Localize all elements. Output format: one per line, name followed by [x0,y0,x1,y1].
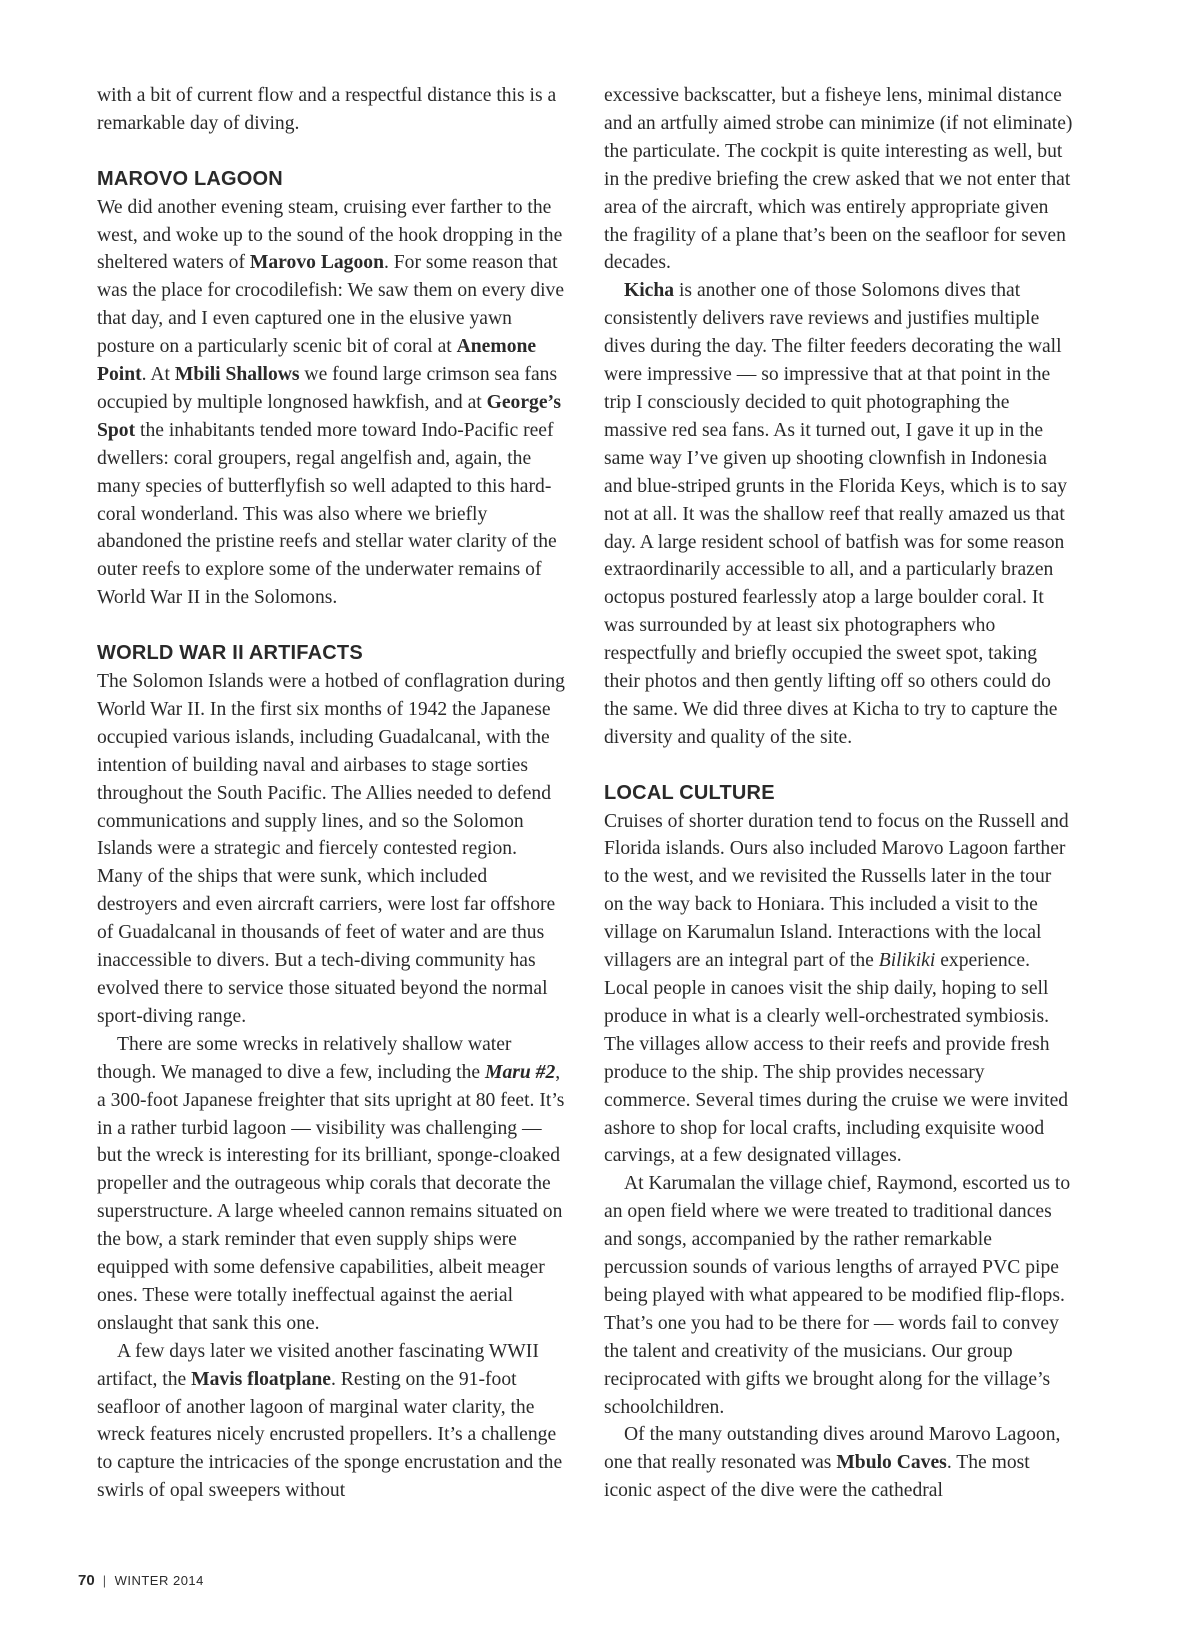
issue-label: WINTER 2014 [114,1573,204,1588]
paragraph: Of the many outstanding dives around Marovo Lagoon, one that really resonated was Mbulo Caves. The most iconic aspect of the dive were the cathedral [604,1424,1061,1502]
paragraph: with a bit of current flow and a respectful distance this is a remarkable day of diving. [97,85,557,134]
heading-ww2-artifacts: WORLD WAR II ARTIFACTS [97,642,363,665]
left-column [97,82,567,1505]
paragraph: Cruises of shorter duration tend to focus on the Russell and Florida islands. Ours also included Marovo Lagoon farther to the west, and we revisited the Russells later in the tour on the way back to Honiara. This included a visit to the village on Karumalun Island. Interactions with the local villagers are an integral part of the Bilikiki experience. Local people in canoes visit the ship daily, hoping to sell produce in what is a clearly well-orchestrated symbiosis. The villages allow access to their reefs and provide fresh produce to the ship. The ship provides necessary commerce. Several times during the cruise we were invited ashore to shop for local crafts, including exquisite wood carvings, at a few designated villages. [604,810,1069,1167]
paragraph: There are some wrecks in relatively shallow water though. We managed to dive a few, including the Maru #2, a 300-foot Japanese freighter that sits upright at 80 feet. It’s in a rather turbid lagoon — visibility was challenging — but the wreck is interesting for its brilliant, sponge-cloaked propeller and the outrageous whip corals that decorate the superstructure. A large wheeled cannon remains situated on the bow, a stark reminder that even supply ships were equipped with some defensive capabilities, albeit meager ones. These were totally ineffectual against the aerial onslaught that sank this one. [97,1033,565,1334]
heading-local-culture: LOCAL CULTURE [604,781,775,804]
paragraph: A few days later we visited another fascinating WWII artifact, the Mavis floatplane. Resting on the 91-foot seafloor of another lagoon of marginal water clarity, the wreck features nicely encrusted propellers. It’s a challenge to capture the intricacies of the sponge encrustation and the swirls of opal sweepers without [97,1340,563,1502]
place-name: Marovo Lagoon [249,252,384,274]
place-name: Kicha [624,280,675,302]
paragraph: At Karumalan the village chief, Raymond, escorted us to an open field where we were treated to traditional dances and songs, accompanied by the rather remarkable percussion sounds of various lengths of arrayed PVC pipe being played with what appeared to be modified flip-flops. That’s one you had to be there for — words fail to convey the talent and creativity of the musicians. Our group reciprocated with gifts we brought along for the village’s schoolchildren. [604,1173,1071,1418]
ship-name: Bilikiki [878,950,936,972]
footer-separator: | [102,1573,107,1588]
page-footer [78,1572,204,1589]
paragraph: The Solomon Islands were a hotbed of conflagration during World War II. In the first six months of 1942 the Japanese occupied various islands, including Guadalcanal, with the intention of building naval and airbases to stage sorties throughout the South Pacific. The Allies needed to defend communications and supply lines, and so the Solomon Islands were a strategic and fiercely contested region. Many of the ships that were sunk, which included destroyers and even aircraft carriers, were lost far offshore of Guadalcanal in thousands of feet of water and are thus inaccessible to divers. But a tech-diving community has evolved there to service those situated beyond the normal sport-diving range. [97,671,565,1027]
page-number: 70 [78,1572,95,1589]
paragraph: Kicha is another one of those Solomons dives that consistently delivers rave reviews and justifies multiple dives during the day. The filter feeders decorating the wall were impressive — so impressive that at that point in the trip I consciously decided to quit photographing the massive red sea fans. As it turned out, I gave it up in the same way I’ve given up shooting clownfish in Indonesia and blue-striped grunts in the Florida Keys, which is to say not at all. It was the shallow reef that really amazed us that day. A large resident school of batfish was for some reason extraordinarily accessible to all, and a particularly brazen octopus postured fearlessly atop a large boulder coral. It was surrounded by at least six photographers who respectfully and briefly occupied the sweet spot, taking their photos and then gently lifting off so others could do the same. We did three dives at Kicha to try to capture the diversity and quality of the site. [604,280,1068,748]
paragraph: We did another evening steam, cruising ever farther to the west, and woke up to the sound of the hook dropping in the sheltered waters of Marovo Lagoon. For some reason that was the place for crocodilefish: We saw them on every dive that day, and I even captured one in the elusive yawn posture on a particularly scenic bit of coral at Anemone Point. At Mbili Shallows we found large crimson sea fans occupied by multiple longnosed hawkfish, and at George’s Spot the inhabitants tended more toward Indo-Pacific reef dwellers: coral groupers, regal angelfish and, again, the many species of butterflyfish so well adapted to this hard-coral wonderland. This was also where we briefly abandoned the pristine reefs and stellar water clarity of the outer reefs to explore some of the underwater remains of World War II in the Solomons. [97,196,565,609]
paragraph: excessive backscatter, but a fisheye lens, minimal distance and an artfully aimed strobe can minimize (if not eliminate) the particulate. The cockpit is quite interesting as well, but in the predive briefing the crew asked that we not enter that area of the aircraft, which was entirely appropriate given the fragility of a plane that’s been on the seafloor for seven decades. [604,85,1073,274]
heading-marovo-lagoon: MAROVO LAGOON [97,167,283,190]
place-name: George’s Spot [97,391,561,441]
wreck-name: Maru #2 [485,1061,556,1083]
place-name: Mbili Shallows [174,364,300,386]
place-name: Mbulo Caves [836,1452,947,1474]
right-column [604,82,1074,1505]
wreck-name: Mavis floatplane [191,1368,331,1390]
place-name: Anemone Point [97,336,537,386]
